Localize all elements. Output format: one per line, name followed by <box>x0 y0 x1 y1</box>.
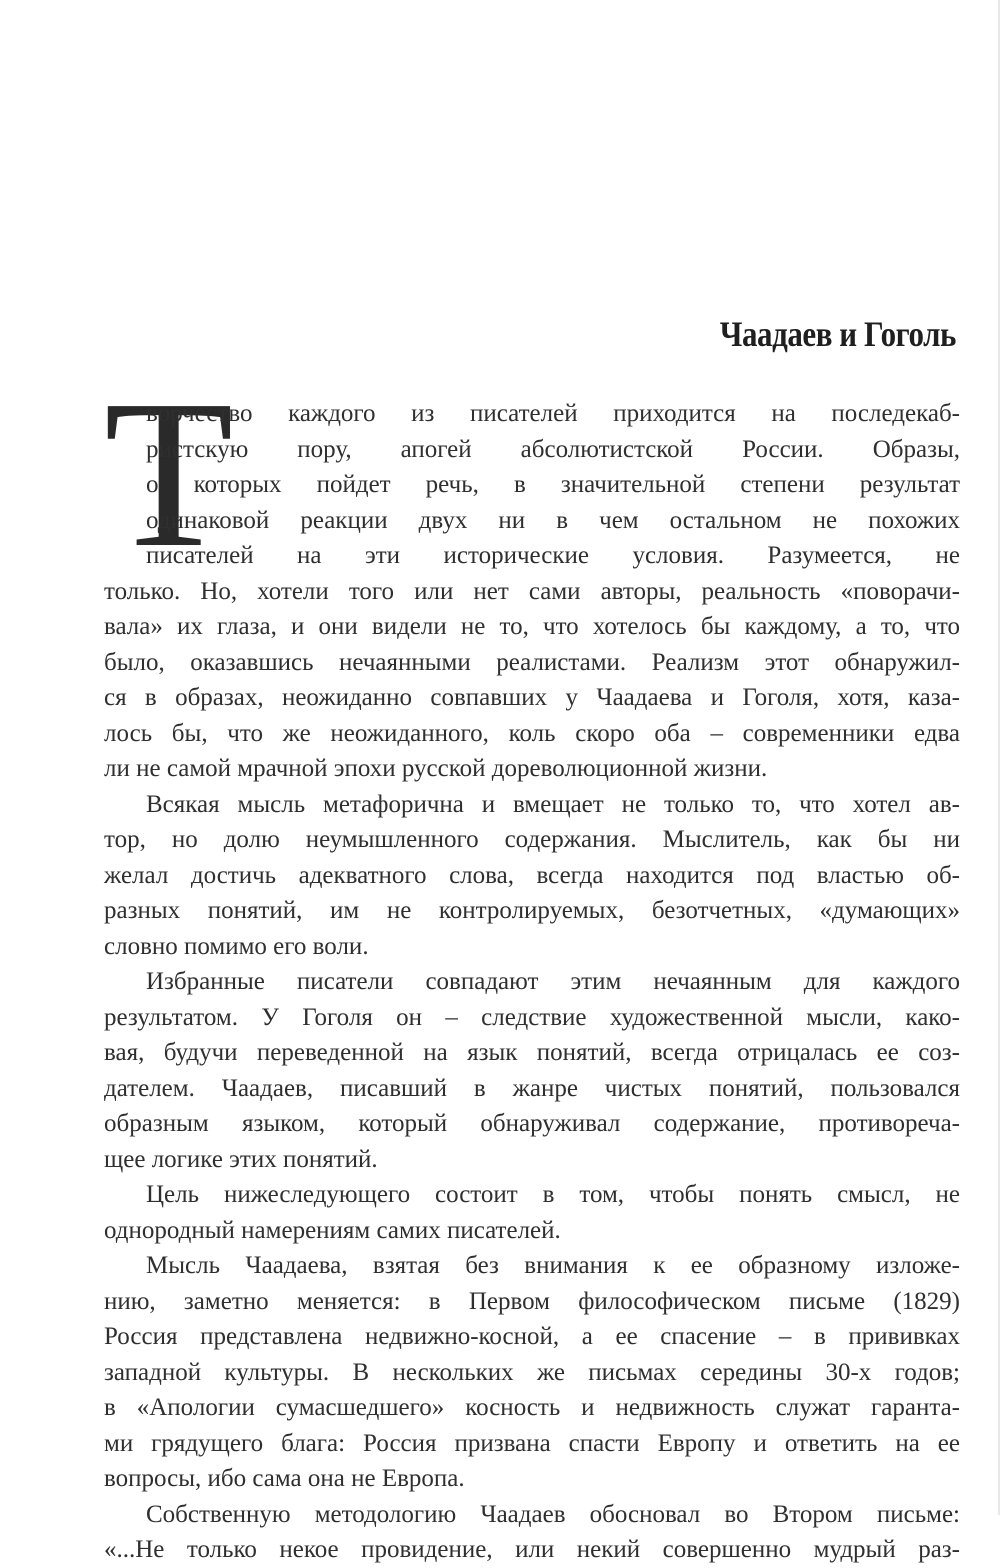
text-line: ли не самой мрачной эпохи русской дореволюционной жизни. <box>104 755 768 782</box>
text-line: разных понятий, им не контролируемых, безотчетных, «думающих» <box>104 897 960 924</box>
text-line: Собственную методологию Чаадаев обосновал во Втором письме: <box>146 1500 960 1528</box>
text-line: ся в образах, неожиданно совпавших у Чаадаева и Гоголя, хотя, каза- <box>104 684 960 711</box>
text-line: ристскую пору, апогей абсолютистской России. Образы, <box>146 435 960 463</box>
text-line: было, оказавшись нечаянными реалистами. Реализм этот обнаружил- <box>104 648 960 676</box>
text-line: ми грядущего блага: Россия призвана спасти Европу и ответить на ее <box>104 1429 960 1457</box>
text-line: Россия представлена недвижно-косной, а ее спасение – в прививках <box>104 1323 960 1350</box>
body-text <box>104 356 960 1568</box>
text-line: щее логике этих понятий. <box>104 1145 378 1173</box>
text-line: одинаковой реакции двух ни в чем остальном не похожих <box>146 506 960 534</box>
chapter-title: Чаадаев и Гоголь <box>719 314 956 354</box>
text-line: о которых пойдет речь, в значительной степени результат <box>146 471 960 498</box>
text-line: желал достичь адекватного слова, всегда находится под властью об- <box>104 861 960 889</box>
text-line: однородный намерениям самих писателей. <box>104 1216 561 1244</box>
drop-cap-letter: Т <box>104 356 234 591</box>
text-line: Избранные писатели совпадают этим нечаянным для каждого <box>146 968 960 995</box>
text-line: ворчество каждого из писателей приходится на последекаб- <box>146 400 960 427</box>
text-line: «...Не только некое провидение, или некий совершенно мудрый раз- <box>104 1536 960 1563</box>
text-line: результатом. У Гоголя он – следствие художественной мысли, како- <box>104 1003 960 1031</box>
text-line: нию, заметно меняется: в Первом философическом письме (1829) <box>104 1287 960 1315</box>
text-line: лось бы, что же неожиданного, коль скоро оба – современники едва <box>104 719 960 747</box>
text-line: Цель нижеследующего состоит в том, чтобы понять смысл, не <box>146 1181 960 1208</box>
text-line: тор, но долю неумышленного содержания. Мыслитель, как бы ни <box>104 826 960 853</box>
text-line: вала» их глаза, и они видели не то, что хотелось бы каждому, а то, что <box>104 613 960 640</box>
text-line: словно помимо его воли. <box>104 932 369 960</box>
text-line: дателем. Чаадаев, писавший в жанре чистых понятий, пользовался <box>104 1074 960 1102</box>
text-line: западной культуры. В нескольких же письмах середины 30-х годов; <box>104 1358 960 1386</box>
text-line: вая, будучи переведенной на язык понятий, всегда отрицалась ее соз- <box>104 1039 960 1066</box>
text-line: Мысль Чаадаева, взятая без внимания к ее образному изложе- <box>146 1252 960 1279</box>
text-line: в «Апологии сумасшедшего» косность и недвижность служат гаранта- <box>104 1394 960 1421</box>
text-line: образным языком, который обнаруживал содержание, противореча- <box>104 1110 960 1137</box>
text-line: писателей на эти исторические условия. Разумеется, не <box>146 542 960 569</box>
text-line: вопросы, ибо сама она не Европа. <box>104 1465 465 1492</box>
text-line: Всякая мысль метафорична и вмещает не только то, что хотел ав- <box>146 790 960 818</box>
text-line: только. Но, хотели того или нет сами авторы, реальность «поворачи- <box>104 577 960 605</box>
